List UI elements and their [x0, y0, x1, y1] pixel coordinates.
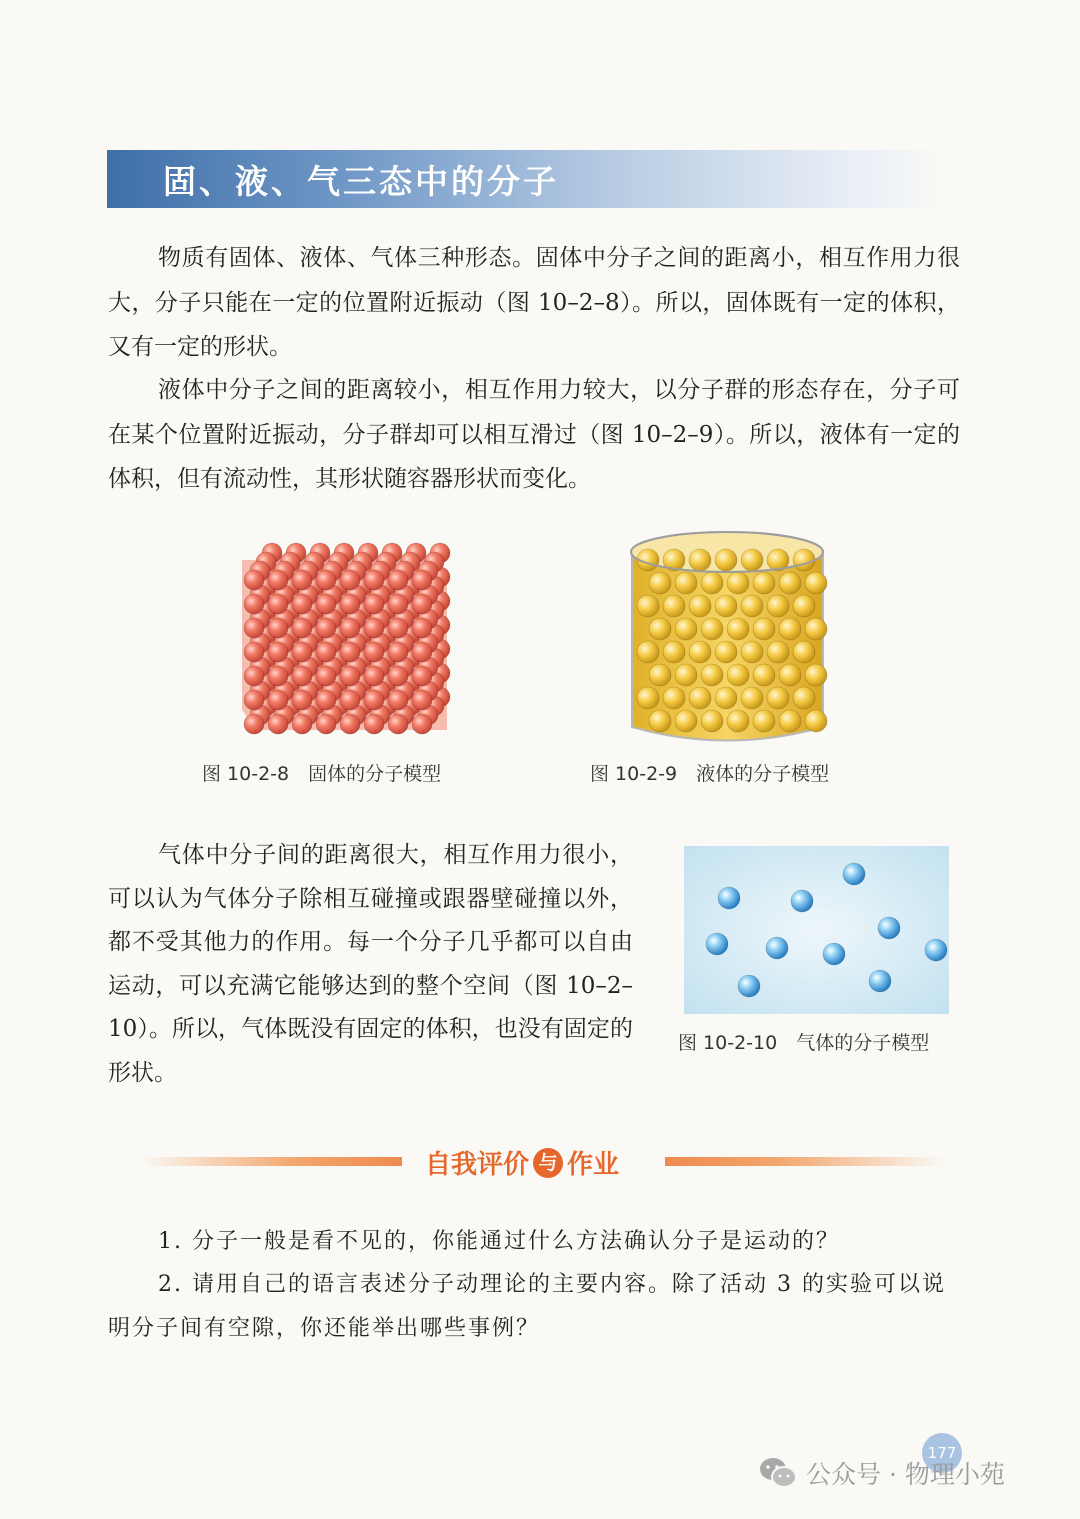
solid-molecule	[244, 570, 264, 590]
solid-molecule	[340, 618, 360, 638]
solid-molecule	[412, 690, 432, 710]
liquid-molecule	[715, 595, 737, 617]
liquid-molecule	[675, 572, 697, 594]
solid-molecule	[412, 618, 432, 638]
liquid-molecule-illustration	[620, 522, 835, 752]
liquid-molecule	[793, 595, 815, 617]
gas-molecule	[718, 887, 740, 909]
gas-molecule	[766, 937, 788, 959]
liquid-figure-caption: 图 10-2-9 液体的分子模型	[590, 763, 830, 785]
evaluation-label-left: 自我评价	[425, 1150, 530, 1180]
solid-molecule-illustration	[232, 540, 457, 735]
divider-right	[665, 1157, 945, 1166]
liquid-molecule	[715, 549, 737, 571]
liquid-molecule	[715, 687, 737, 709]
liquid-molecule	[767, 641, 789, 663]
question-1: 1. 分子一般是看不见的，你能通过什么方法确认分子是运动的？	[158, 1229, 840, 1254]
solid-molecule	[292, 714, 312, 734]
solid-molecule	[340, 714, 360, 734]
gas-molecule	[791, 890, 813, 912]
solid-molecule	[292, 666, 312, 686]
solid-molecule	[244, 642, 264, 662]
solid-molecule	[316, 594, 336, 614]
liquid-molecule	[767, 687, 789, 709]
liquid-molecule-figure	[620, 522, 835, 752]
solid-molecule	[364, 570, 384, 590]
liquid-molecule	[649, 664, 671, 686]
gas-molecule	[843, 863, 865, 885]
solid-molecule	[292, 570, 312, 590]
liquid-molecule	[779, 710, 801, 732]
solid-molecule	[412, 570, 432, 590]
liquid-molecule	[701, 664, 723, 686]
gas-molecule	[823, 943, 845, 965]
gas-molecule-illustration	[684, 846, 949, 1014]
liquid-molecule	[793, 641, 815, 663]
liquid-molecule	[715, 641, 737, 663]
solid-molecule	[388, 642, 408, 662]
liquid-molecule	[663, 641, 685, 663]
liquid-molecule	[753, 664, 775, 686]
liquid-molecule	[689, 595, 711, 617]
divider-left	[140, 1157, 402, 1166]
liquid-molecule	[805, 572, 827, 594]
paragraph-gas: 气体中分子间的距离很大，相互作用力很小，可以认为气体分子除相互碰撞或跟器壁碰撞以外，都不受其他力的作用。每一个分子几乎都可以自由运动，可以充满它能够达到的整个空间（图 10–2–10）。所以，气体既没有固定的体积，也没有固定的形状。	[108, 842, 633, 1086]
solid-molecule	[388, 666, 408, 686]
solid-molecule	[388, 594, 408, 614]
liquid-molecule	[793, 687, 815, 709]
solid-molecule	[268, 714, 288, 734]
solid-molecule	[412, 594, 432, 614]
liquid-molecule	[779, 664, 801, 686]
solid-molecule	[316, 666, 336, 686]
gas-molecule	[738, 975, 760, 997]
liquid-molecule	[689, 549, 711, 571]
evaluation-label-right: 作业	[567, 1150, 620, 1180]
solid-molecule	[244, 618, 264, 638]
solid-molecule	[292, 642, 312, 662]
liquid-molecule	[805, 618, 827, 640]
solid-molecule-figure	[232, 540, 457, 735]
solid-molecule	[412, 666, 432, 686]
liquid-molecule	[701, 572, 723, 594]
liquid-molecule	[793, 549, 815, 571]
solid-molecule	[340, 570, 360, 590]
solid-molecule	[340, 666, 360, 686]
liquid-molecule	[741, 549, 763, 571]
solid-molecule	[412, 642, 432, 662]
liquid-molecule	[701, 618, 723, 640]
solid-molecule	[364, 594, 384, 614]
solid-molecule	[268, 618, 288, 638]
liquid-molecule	[689, 687, 711, 709]
solid-molecule	[316, 570, 336, 590]
solid-molecule	[268, 594, 288, 614]
solid-molecule	[244, 666, 264, 686]
solid-molecule	[268, 666, 288, 686]
solid-molecule	[388, 570, 408, 590]
self-evaluation-title	[425, 1144, 619, 1181]
liquid-molecule	[727, 618, 749, 640]
gas-molecule-figure	[684, 846, 949, 1014]
solid-molecule	[244, 690, 264, 710]
solid-molecule	[340, 690, 360, 710]
solid-molecule	[340, 642, 360, 662]
liquid-molecule	[675, 664, 697, 686]
liquid-molecule	[637, 641, 659, 663]
liquid-molecule	[701, 710, 723, 732]
solid-molecule	[316, 714, 336, 734]
wechat-icon	[758, 1456, 798, 1490]
gas-molecule	[869, 970, 891, 992]
section-title: 固、液、气三态中的分子	[163, 162, 559, 201]
liquid-molecule	[805, 710, 827, 732]
solid-figure-caption: 图 10-2-8 固体的分子模型	[202, 763, 442, 785]
page-number: 177	[922, 1433, 962, 1473]
liquid-molecule	[727, 710, 749, 732]
solid-molecule	[292, 690, 312, 710]
solid-molecule	[268, 642, 288, 662]
gas-figure-caption: 图 10-2-10 气体的分子模型	[678, 1032, 930, 1054]
liquid-molecule	[663, 687, 685, 709]
liquid-molecule	[767, 595, 789, 617]
liquid-molecule	[649, 710, 671, 732]
solid-molecule	[268, 570, 288, 590]
solid-molecule	[364, 618, 384, 638]
solid-molecule	[412, 714, 432, 734]
watermark	[758, 1455, 1005, 1491]
liquid-molecule	[727, 572, 749, 594]
liquid-molecule	[727, 664, 749, 686]
liquid-molecule	[753, 710, 775, 732]
solid-molecule	[244, 594, 264, 614]
liquid-molecule	[649, 572, 671, 594]
liquid-molecule	[637, 595, 659, 617]
gas-molecule	[706, 933, 728, 955]
solid-molecule	[316, 618, 336, 638]
liquid-molecule	[741, 687, 763, 709]
solid-molecule	[340, 594, 360, 614]
liquid-molecule	[753, 572, 775, 594]
solid-molecule	[316, 690, 336, 710]
solid-molecule	[244, 714, 264, 734]
liquid-molecule	[805, 664, 827, 686]
section-header	[107, 150, 947, 208]
solid-molecule	[388, 618, 408, 638]
paragraph-solid: 物质有固体、液体、气体三种形态。固体中分子之间的距离小，相互作用力很大，分子只能在一定的位置附近振动（图 10–2–8）。所以，固体既有一定的体积，又有一定的形状。	[108, 245, 960, 360]
solid-molecule	[388, 714, 408, 734]
self-evaluation-header	[140, 1140, 950, 1186]
liquid-molecule	[779, 618, 801, 640]
solid-molecule	[388, 690, 408, 710]
liquid-molecule	[649, 618, 671, 640]
solid-molecule	[292, 618, 312, 638]
gas-molecule	[925, 939, 947, 961]
solid-molecule	[268, 690, 288, 710]
watermark-text: 公众号 · 物理小苑	[806, 1460, 1005, 1489]
gas-molecule	[878, 917, 900, 939]
liquid-molecule	[753, 618, 775, 640]
liquid-molecule	[675, 618, 697, 640]
liquid-molecule	[675, 710, 697, 732]
liquid-molecule	[663, 595, 685, 617]
solid-molecule	[316, 642, 336, 662]
solid-molecule	[364, 666, 384, 686]
solid-molecule	[364, 690, 384, 710]
liquid-molecule	[741, 595, 763, 617]
liquid-molecule	[689, 641, 711, 663]
liquid-molecule	[637, 687, 659, 709]
evaluation-connector-badge: 与	[533, 1148, 563, 1178]
solid-molecule	[364, 642, 384, 662]
liquid-molecule	[779, 572, 801, 594]
paragraph-liquid: 液体中分子之间的距离较小，相互作用力较大，以分子群的形态存在，分子可在某个位置附近振动，分子群却可以相互滑过（图 10–2–9）。所以，液体有一定的体积，但有流动性，其形状随容器形状而变化。	[108, 377, 960, 492]
liquid-molecule	[741, 641, 763, 663]
question-2: 2. 请用自己的语言表述分子动理论的主要内容。除了活动 3 的实验可以说明分子间有空隙，你还能举出哪些事例？	[108, 1272, 946, 1341]
solid-molecule	[364, 714, 384, 734]
solid-molecule	[292, 594, 312, 614]
